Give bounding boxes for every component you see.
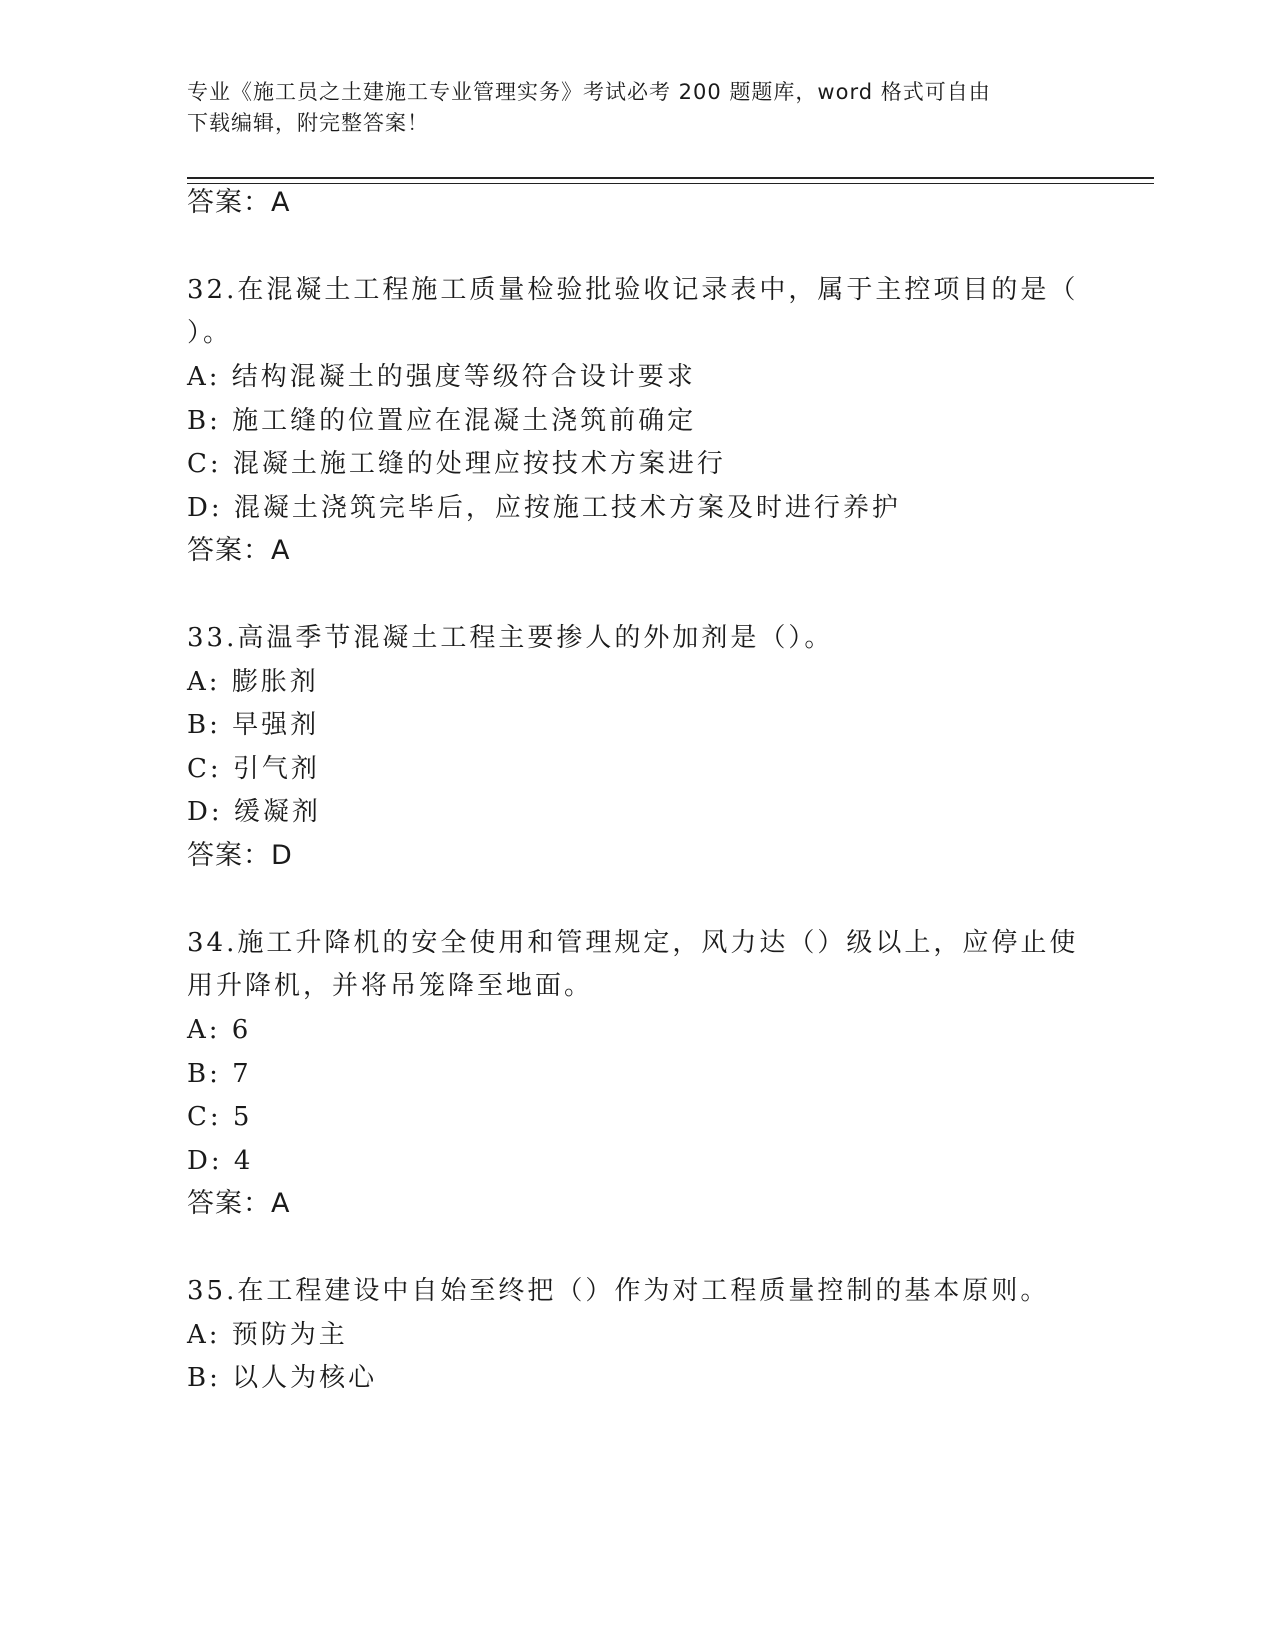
question-33-option-b: B: 早强剂 [187,710,320,740]
header-line-1: 专业《施工员之土建施工专业管理实务》考试必考 200 题题库，word 格式可自由 [187,80,991,104]
question-34-option-b: B: 7 [187,1059,252,1089]
header-divider-thick [187,177,1154,179]
previous-answer: 答案：A [187,187,291,218]
header-line-2: 下载编辑，附完整答案！ [187,111,429,135]
question-34-stem-line-2: 用升降机，并将吊笼降至地面。 [187,971,594,1001]
question-32-option-b: B: 施工缝的位置应在混凝土浇筑前确定 [187,406,697,436]
question-32-option-c: C: 混凝土施工缝的处理应按技术方案进行 [187,449,726,479]
document-header [187,77,1087,139]
question-32-option-a: A: 结构混凝土的强度等级符合设计要求 [187,362,696,392]
question-32-answer: 答案：A [187,535,291,566]
question-33-answer: 答案：D [187,840,293,871]
question-35-option-a: A: 预防为主 [187,1320,348,1350]
question-32-option-d: D: 混凝土浇筑完毕后，应按施工技术方案及时进行养护 [187,493,901,523]
question-34-option-d: D: 4 [187,1146,254,1176]
question-32-stem-line-1: 32.在混凝土工程施工质量检验批验收记录表中，属于主控项目的是（ [187,275,1079,305]
question-33-stem-line-1: 33.高温季节混凝土工程主要掺人的外加剂是（）。 [187,623,834,653]
question-32-stem-line-2: ）。 [187,318,233,348]
document-page [187,0,1157,1650]
question-34-option-a: A: 6 [187,1015,252,1045]
header-divider-thin [187,183,1154,184]
question-35-stem-line-1: 35.在工程建设中自始至终把（）作为对工程质量控制的基本原则。 [187,1276,1050,1306]
question-34-answer: 答案：A [187,1188,291,1219]
question-33-option-d: D: 缓凝剂 [187,797,321,827]
question-34-stem-line-1: 34.施工升降机的安全使用和管理规定，风力达（）级以上，应停止使 [187,928,1079,958]
question-33-option-c: C: 引气剂 [187,754,320,784]
question-35-option-b: B: 以人为核心 [187,1363,378,1393]
question-34-option-c: C: 5 [187,1102,253,1132]
question-33-option-a: A: 膨胀剂 [187,667,319,697]
